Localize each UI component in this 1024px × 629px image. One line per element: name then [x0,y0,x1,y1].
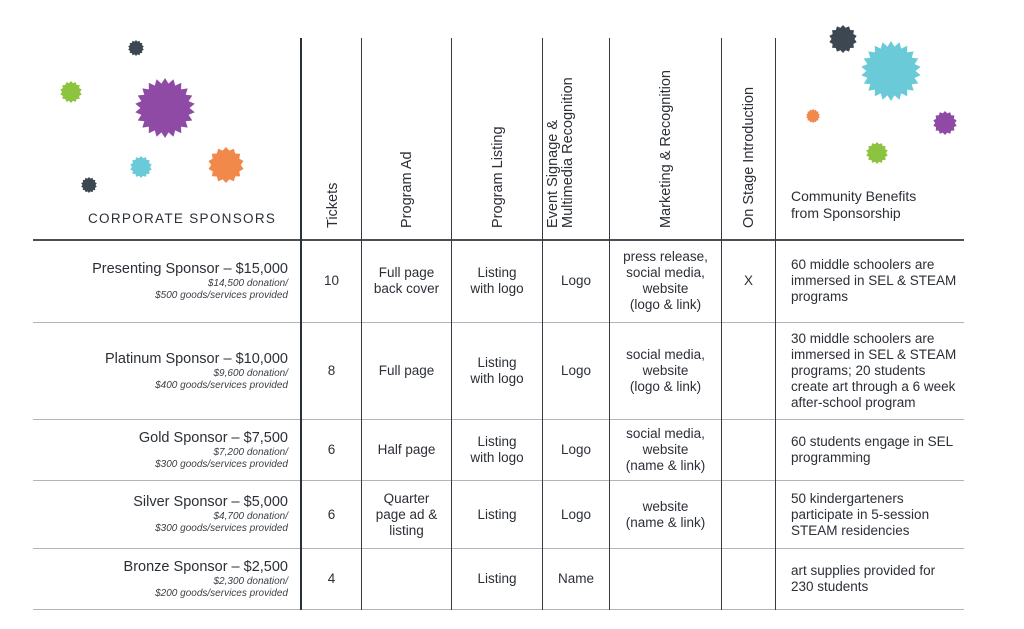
sponsor-goods: $400 goods/services provided [155,379,288,391]
community-benefit-line: art supplies provided for [791,563,936,578]
tickets-cell: 10 [323,273,340,288]
marketing-cell-line: website [642,498,689,514]
on-stage-cell: X [743,273,753,288]
col-head-program-listing: Program Listing [490,126,506,228]
tickets-cell: 8 [327,363,336,378]
marketing-cell-line: social media, [626,347,705,362]
starburst-navy-icon [79,175,99,195]
table-row [0,549,1024,609]
sponsor-name: Gold Sponsor – $7,500 [138,429,288,446]
sponsor-donation: $4,700 donation/ [213,511,288,522]
community-benefit-line: create art through a 6 week [791,379,956,394]
marketing-cell [610,240,721,322]
community-benefit-line: 30 middle schoolers are [791,331,935,346]
program-listing-cell-line: with logo [470,371,524,386]
program-listing-cell-line: Listing [477,506,517,522]
program-ad-cell [362,240,451,322]
program-ad-cell-line: Half page [377,442,436,457]
community-benefit-cell [791,481,971,548]
signage-cell: Logo [560,273,592,288]
tickets-cell: 4 [327,571,336,586]
marketing-cell-line: (logo & link) [629,379,702,394]
marketing-cell-line: (name & link) [625,458,706,473]
on-stage-cell [722,481,775,548]
program-ad-cell [362,420,451,480]
program-listing-cell-line: Listing [477,265,517,280]
community-benefit-cell [791,240,971,322]
on-stage-cell [722,323,775,419]
marketing-cell-line: website [642,281,689,296]
corporate-sponsors-title: CORPORATE SPONSORS [88,211,277,226]
table-row [0,481,1024,548]
marketing-cell-line: social media, [626,426,705,441]
on-stage-cell [722,420,775,480]
program-listing-cell [452,549,542,609]
program-listing-cell-line: Listing [477,355,517,370]
col-head-on-stage: On Stage Introduction [741,86,757,228]
marketing-cell-line: (logo & link) [629,297,702,312]
starburst-purple-icon [931,109,959,137]
community-benefit-line: programs; 20 students [791,363,926,378]
community-benefit-line: 50 kindergarteners [791,490,904,506]
program-listing-cell-line: with logo [470,450,524,465]
table-bottom-rule [33,609,964,610]
sponsor-donation: $14,500 donation/ [207,277,288,289]
program-ad-cell-line: Quarter [383,490,430,506]
community-benefit-cell [791,549,971,609]
program-ad-cell-line: page ad & [375,506,438,522]
community-benefit-line: immersed in SEL & STEAM [791,273,957,288]
col-head-marketing: Marketing & Recognition [658,70,674,228]
sponsor-tier-cell [40,481,288,548]
signage-cell: Logo [560,442,592,457]
starburst-orange-icon [206,145,246,185]
col-head-tickets: Tickets [325,182,341,228]
sponsor-goods: $300 goods/services provided [155,523,288,534]
starburst-teal-icon [128,154,154,180]
tickets-cell: 6 [327,442,336,457]
table-row [0,240,1024,322]
program-ad-cell [362,549,451,609]
program-listing-cell [452,420,542,480]
program-listing-cell-line: with logo [470,281,524,296]
marketing-cell [610,549,721,609]
sponsor-goods: $300 goods/services provided [155,458,288,470]
sponsor-donation: $2,300 donation/ [213,575,288,587]
marketing-cell [610,323,721,419]
marketing-cell-line: (name & link) [625,514,706,530]
starburst-navy-icon [126,38,146,58]
sponsor-goods: $200 goods/services provided [155,587,288,599]
community-benefit-cell [791,420,971,480]
sponsor-tier-cell [40,549,288,609]
community-benefit-line: programming [791,450,871,465]
starburst-purple-icon [133,76,197,140]
starburst-green-icon [864,140,890,166]
program-ad-cell-line: Full page [378,363,435,378]
program-listing-cell [452,240,542,322]
program-ad-cell [362,481,451,548]
community-benefit-line: STEAM residencies [791,522,910,538]
program-listing-cell [452,323,542,419]
community-benefit-line: 60 students engage in SEL [791,434,954,449]
community-benefit-line: programs [791,289,849,304]
starburst-green-icon [58,79,84,105]
marketing-cell-line: website [642,442,689,457]
program-listing-cell [452,481,542,548]
program-listing-cell-line: Listing [477,571,517,586]
sponsor-name: Presenting Sponsor – $15,000 [92,260,288,277]
sponsor-tier-cell [40,240,288,322]
col-head-program-ad: Program Ad [399,151,415,228]
table-row [0,420,1024,480]
sponsor-name: Bronze Sponsor – $2,500 [123,558,288,575]
col-head-signage: Event Signage & Multimedia Recognition [545,77,576,228]
starburst-navy-icon [827,23,859,55]
signage-cell: Name [557,571,594,586]
program-listing-cell-line: Listing [477,434,517,449]
marketing-cell-line: social media, [626,265,705,280]
sponsor-goods: $500 goods/services provided [155,289,288,301]
community-benefit-cell [791,323,971,419]
program-ad-cell-line: back cover [373,281,440,296]
program-ad-cell-line: Full page [378,265,435,280]
sponsor-tier-cell [40,323,288,419]
signage-cell: Logo [560,363,592,378]
marketing-cell [610,420,721,480]
table-row [0,323,1024,419]
signage-cell: Logo [560,506,592,522]
marketing-cell [610,481,721,548]
community-benefit-line: participate in 5-session [791,506,930,522]
community-benefit-line: 60 middle schoolers are [791,257,935,272]
sponsor-donation: $7,200 donation/ [213,446,288,458]
community-benefit-line: 230 students [791,579,869,594]
marketing-cell-line: website [642,363,689,378]
starburst-orange-icon [804,107,822,125]
sponsor-donation: $9,600 donation/ [213,367,288,379]
sponsor-name: Silver Sponsor – $5,000 [133,494,288,510]
on-stage-cell [722,549,775,609]
starburst-teal-icon [859,39,923,103]
tickets-cell: 6 [327,506,336,522]
marketing-cell-line: press release, [623,249,708,264]
sponsor-name: Platinum Sponsor – $10,000 [105,350,288,367]
community-benefit-line: immersed in SEL & STEAM [791,347,957,362]
community-benefit-line: after-school program [791,395,916,410]
program-ad-cell-line: listing [389,522,424,538]
program-ad-cell [362,323,451,419]
col-head-benefits: Community Benefits from Sponsorship [791,188,917,221]
sponsor-tier-cell [40,420,288,480]
